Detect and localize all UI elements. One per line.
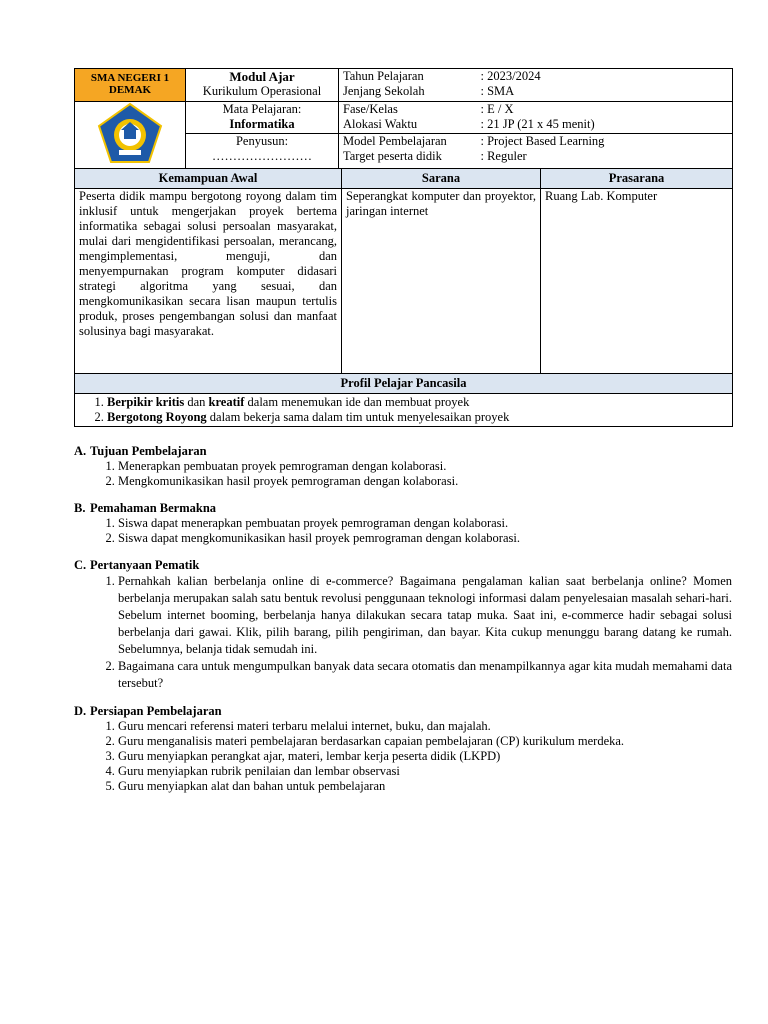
prasarana-header: Prasarana (541, 169, 733, 189)
profil-list (79, 395, 728, 425)
profil-rest-1: dalam menemukan ide dan membuat proyek (244, 395, 470, 409)
header-table (74, 68, 733, 169)
pertanyaan-list (74, 573, 732, 692)
section-title-text: Pertanyaan Pematik (90, 558, 200, 572)
section-letter: C. (74, 558, 87, 572)
section-title-text: Persiapan Pembelajaran (90, 704, 222, 718)
meta-values-3 (477, 134, 733, 169)
section-title (74, 501, 732, 516)
section-d (74, 704, 732, 794)
meta-value-target: : Reguler (480, 149, 527, 164)
section-title (74, 704, 732, 719)
list-item: 1. Siswa dapat menerapkan pembuatan proyek pemrograman dengan kolaborasi. (118, 516, 732, 531)
logo-cell (75, 102, 186, 169)
meta-value-model: : Project Based Learning (480, 134, 605, 149)
sarana-text: Seperangkat komputer dan proyektor, jaringan internet (342, 189, 541, 374)
meta-keys-2 (339, 102, 477, 134)
modul-title: Modul Ajar (229, 69, 295, 84)
meta-value-jenjang: : SMA (480, 84, 515, 98)
modul-title-cell (186, 69, 339, 102)
penyusun-label: Penyusun: (235, 134, 289, 149)
list-item: 5. Guru menyiapkan alat dan bahan untuk pembelajaran (118, 779, 732, 794)
section-a (74, 444, 732, 489)
list-item: 4. Guru menyiapkan rubrik penilaian dan lembar observasi (118, 764, 732, 779)
list-item (107, 395, 728, 410)
meta-value-fase: : E / X (480, 102, 514, 116)
section-letter: B. (74, 501, 86, 515)
meta-key-target: Target peserta didik (343, 149, 442, 164)
penyusun-value: …………………… (212, 149, 312, 164)
list-item: 2. Bagaimana cara untuk mengumpulkan banyak data secara otomatis dan menampilkannya agar kita mudah memahami data tersebut? (118, 658, 732, 692)
kurikulum-label: Kurikulum Operasional (202, 84, 322, 98)
prasarana-text: Ruang Lab. Komputer (541, 189, 733, 374)
meta-keys-1 (339, 69, 477, 102)
profil-bold-2: kreatif (208, 395, 245, 409)
list-item: 3. Guru menyiapkan perangkat ajar, materi, lembar kerja peserta didik (LKPD) (118, 749, 732, 764)
meta-value-tahun: : 2023/2024 (480, 69, 541, 83)
profil-bold-1: Berpikir kritis (107, 395, 185, 409)
profil-mid-1: dan (184, 395, 209, 409)
tujuan-list (74, 459, 732, 489)
kemampuan-table (74, 168, 733, 427)
meta-value-alokasi: : 21 JP (21 x 45 menit) (480, 117, 595, 131)
document-page (74, 68, 732, 794)
section-title-text: Tujuan Pembelajaran (90, 444, 207, 458)
profil-rest-2: dalam bekerja sama dalam tim untuk menyelesaikan proyek (206, 410, 510, 424)
mapel-value: Informatika (229, 117, 295, 131)
section-b (74, 501, 732, 546)
sarana-header: Sarana (342, 169, 541, 189)
list-item: 2. Siswa dapat mengkomunikasikan hasil proyek pemrograman dengan kolaborasi. (118, 531, 732, 546)
meta-key-alokasi: Alokasi Waktu (343, 117, 418, 131)
section-letter: D. (74, 704, 87, 718)
penyusun-cell (186, 134, 339, 169)
section-c (74, 558, 732, 692)
meta-keys-3 (339, 134, 477, 169)
mapel-cell (186, 102, 339, 134)
pemahaman-list (74, 516, 732, 546)
kemampuan-header: Kemampuan Awal (75, 169, 342, 189)
list-item: 1. Menerapkan pembuatan proyek pemrograman dengan kolaborasi. (118, 459, 732, 474)
section-title (74, 558, 732, 573)
meta-key-model: Model Pembelajaran (343, 134, 447, 149)
meta-key-fase: Fase/Kelas (343, 102, 398, 116)
section-title-text: Pemahaman Bermakna (90, 501, 217, 515)
list-item: 2. Guru menganalisis materi pembelajaran berdasarkan capaian pembelajaran (CP) kurikulum merdeka. (118, 734, 732, 749)
section-title (74, 444, 732, 459)
profil-header: Profil Pelajar Pancasila (75, 374, 733, 394)
list-item: 1. Guru mencari referensi materi terbaru melalui internet, buku, dan majalah. (118, 719, 732, 734)
meta-values-2 (477, 102, 733, 134)
list-item (107, 410, 728, 425)
kemampuan-text: Peserta didik mampu bergotong royong dalam tim inklusif untuk mengerjakan proyek bertema informatika sebagai solusi persoalan masyarakat, mulai dari mengidentifikasi persoalan, merancang, mengimplementasi, menguji, dan menyempurnakan program komputer didasari strategi algoritma yang sesuai, dan mengkomunikasikan secara lisan maupun tertulis produk, proses pengembangan solusi dan manfaat solusinya bagi masyarakat. (75, 189, 342, 374)
section-letter: A. (74, 444, 87, 458)
mapel-label: Mata Pelajaran: (222, 102, 302, 116)
meta-values-1 (477, 69, 733, 102)
list-item: 2. Mengkomunikasikan hasil proyek pemrograman dengan kolaborasi. (118, 474, 732, 489)
persiapan-list (74, 719, 732, 794)
meta-key-jenjang: Jenjang Sekolah (343, 84, 425, 98)
school-emblem-icon (97, 102, 163, 164)
profil-cell (75, 394, 733, 427)
profil-bold-3: Bergotong Royong (107, 410, 207, 424)
school-name: SMA NEGERI 1 DEMAK (75, 69, 186, 102)
meta-key-tahun: Tahun Pelajaran (343, 69, 424, 83)
list-item: 1. Pernahkah kalian berbelanja online di e-commerce? Bagaimana pengalaman kalian saat berbelanja online? Momen berbelanja merupakan salah satu bentuk revolusi penggunaan teknologi informasi dalam penyelesaian masalah sehari-hari. Sebelum internet booming, berbelanja hanya dilakukan secara tatap muka. Saat ini, e-commerce hadir sebagai solusi berbelanja dari gawai. Klik, pilih barang, pilih pengiriman, dan bayar. Kita cukup menunggu barang datang ke rumah. Sebelumnya, belanja tidak semudah ini. (118, 573, 732, 658)
